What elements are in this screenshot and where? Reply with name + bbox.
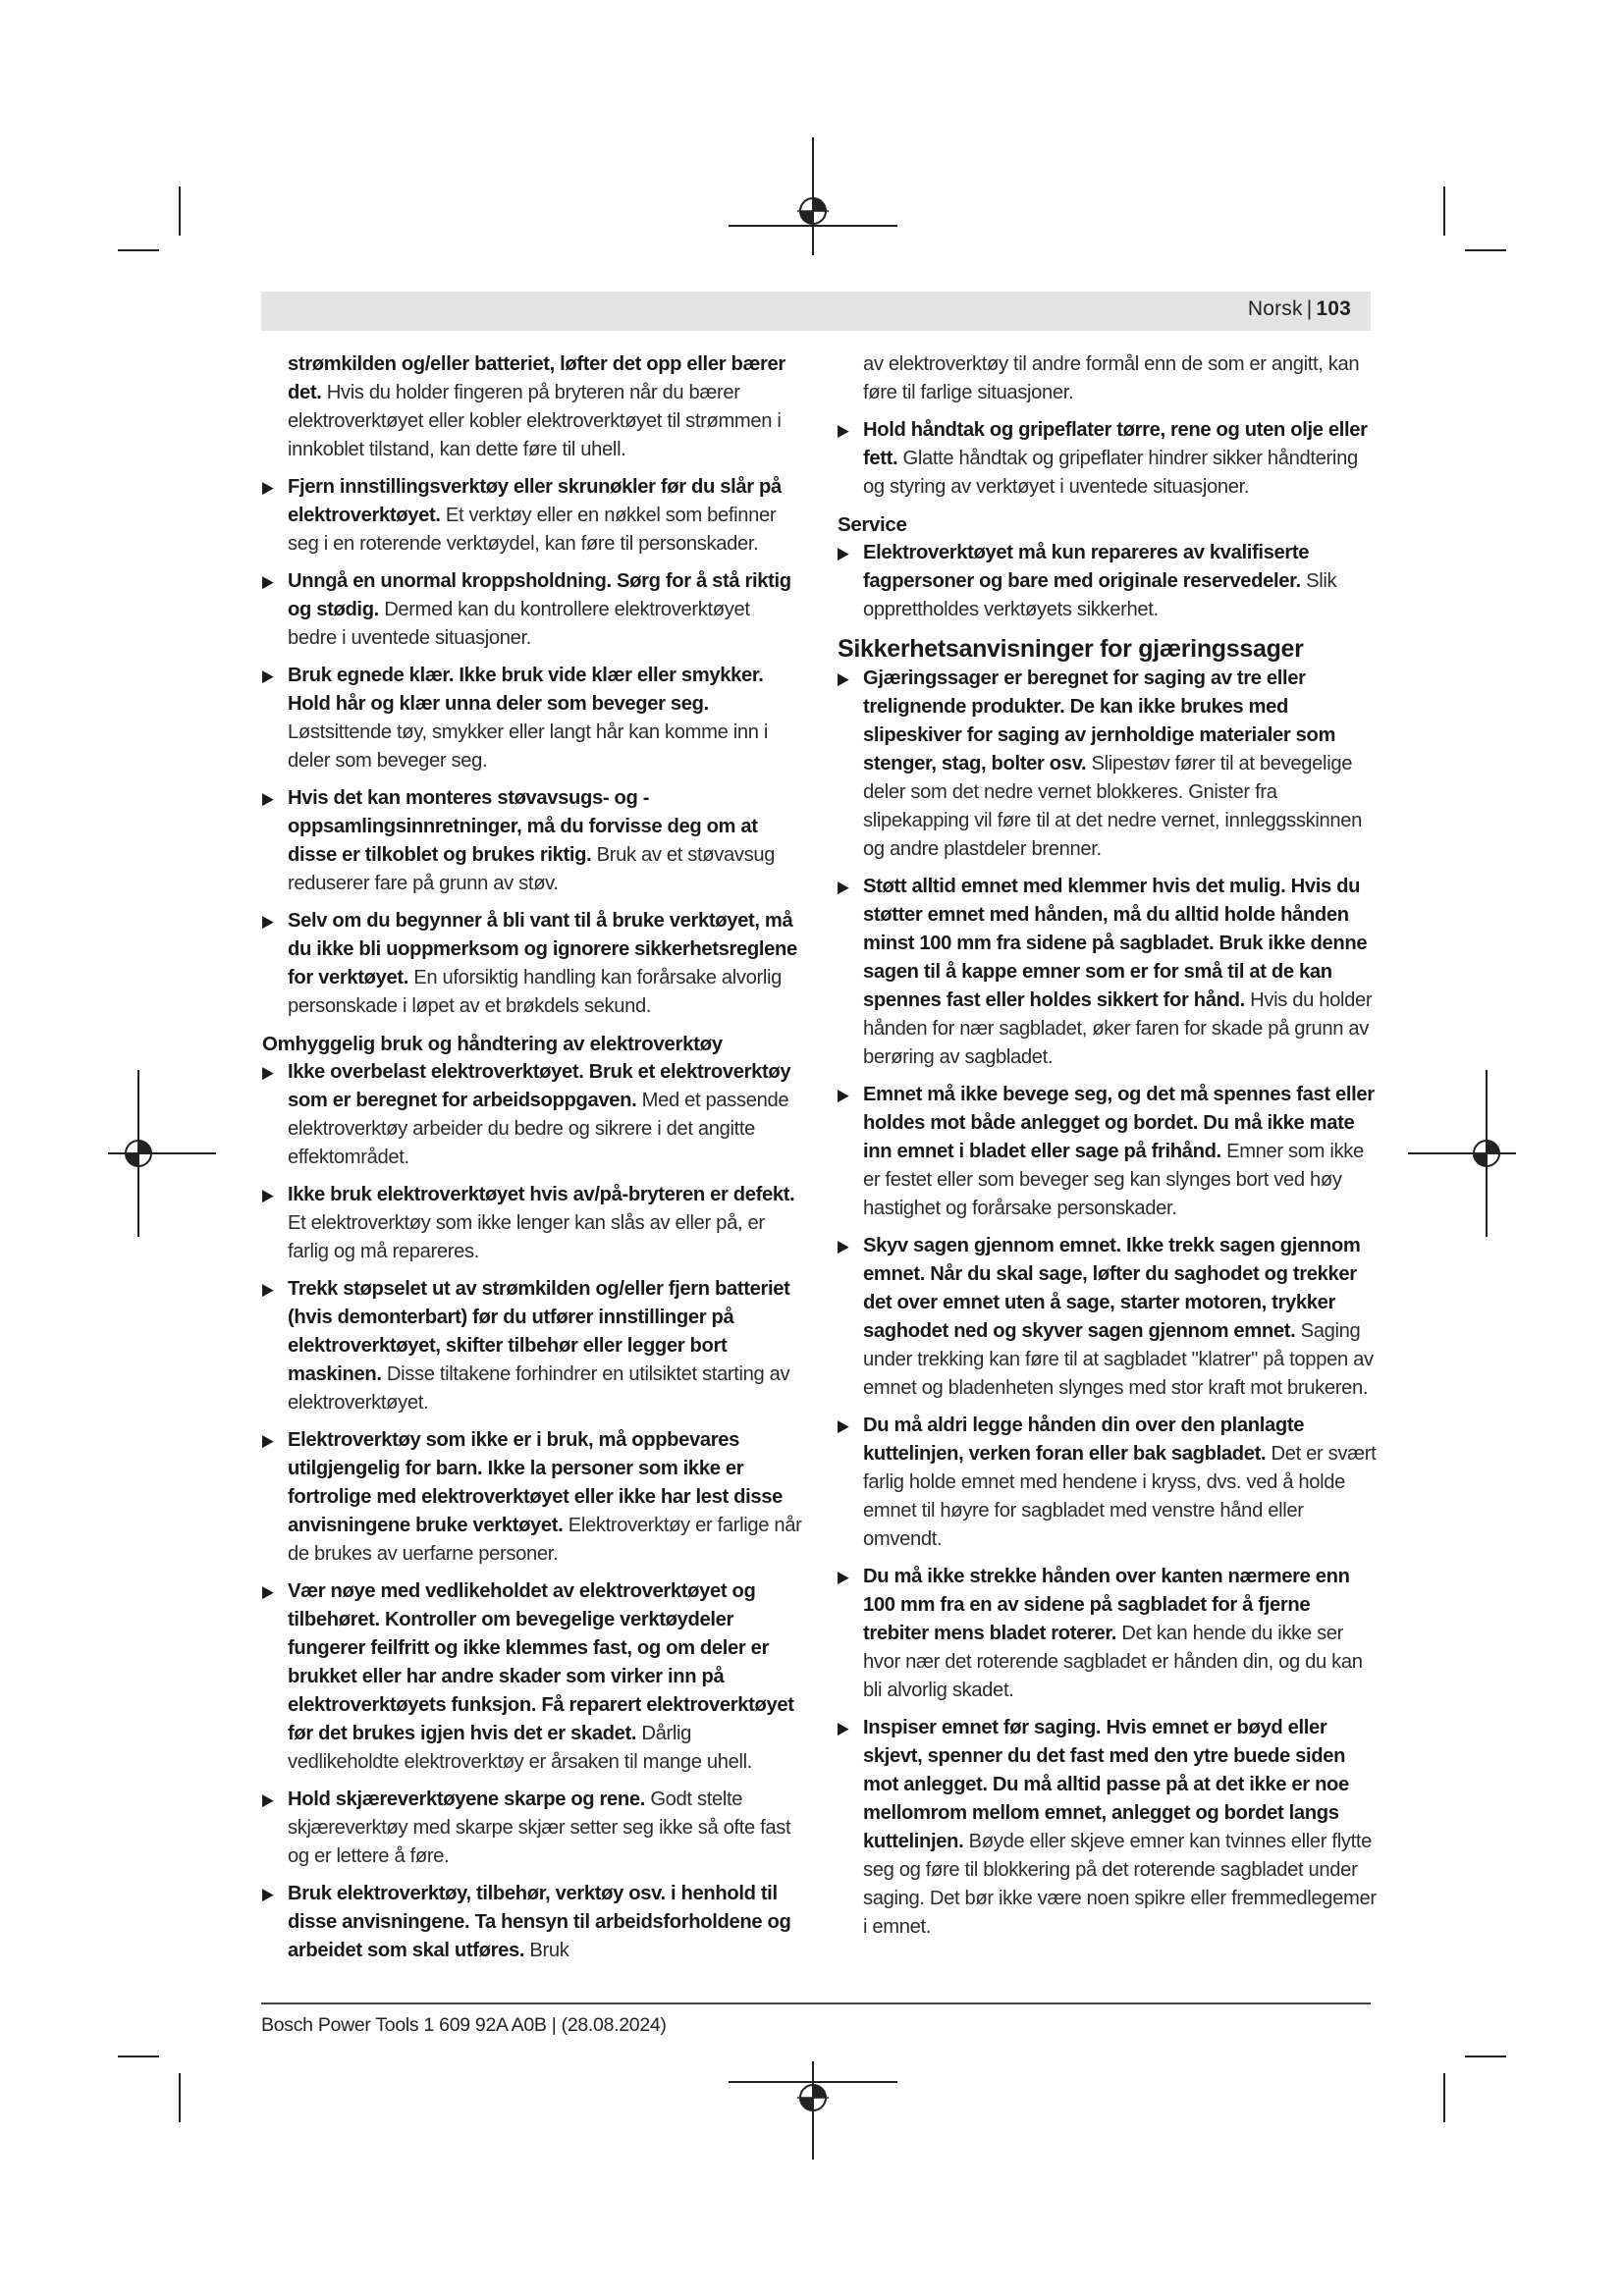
item-text: Disse tiltakene forhindrer en utilsiktet starting av elektroverktøyet.: [288, 1363, 790, 1414]
registration-target-bottom-icon: [797, 2082, 829, 2113]
left-column: [262, 350, 802, 1974]
bullet-list-handles: [838, 416, 1378, 502]
footer-rule: [261, 2002, 1371, 2004]
list-item: [262, 1058, 802, 1172]
bullet-arrow-icon: ▶: [262, 478, 274, 497]
item-bold: Du må aldri legge hånden din over den planlagte kuttelinjen, verken foran eller bak sagbladet.: [863, 1415, 1305, 1465]
bullet-arrow-icon: ▶: [262, 572, 274, 591]
registration-target-left-icon: [123, 1138, 154, 1169]
item-text: Med et passende elektroverktøy arbeider du bedre og sikrere i det angitte effektområdet.: [288, 1090, 789, 1168]
list-item: [838, 1563, 1378, 1705]
item-text: Elektroverktøy er farlige når de brukes av uerfarne personer.: [288, 1515, 802, 1565]
bullet-arrow-icon: ▶: [838, 1416, 849, 1435]
item-text: Bruk av et støvavsug reduserer fare på grunn av støv.: [288, 844, 776, 894]
item-text: Det kan hende du ikke ser hvor nær det roterende sagbladet er hånden din, og du kan bli alvorlig skadet.: [863, 1623, 1363, 1701]
list-item: [262, 1577, 802, 1777]
item-bold: Gjæringssager er beregnet for saging av tre eller trelignende produkter. De kan ikke brukes med slipeskiver for saging av jernholdige materialer som stenger, stag, bolter osv.: [863, 667, 1336, 774]
item-bold: Du må ikke strekke hånden over kanten nærmere enn 100 mm fra en av sidene på sagbladet for å fjerne trebiter mens bladet roterer.: [863, 1566, 1350, 1644]
crop-mark-top-right-v: [1443, 187, 1445, 236]
continuation-text: Hvis du holder fingeren på bryteren når du bærer elektroverktøyet eller kobler elektroverktøyet til strømmen i innkoblet tilstand, kan dette føre til uhell.: [288, 382, 782, 460]
crop-mark-top-right-h: [1465, 249, 1506, 251]
item-text: Saging under trekking kan føre til at sagbladet "klatrer" på toppen av emnet og bladenheten slynges med stor kraft mot brukeren.: [863, 1320, 1374, 1399]
bullet-arrow-icon: ▶: [262, 1431, 274, 1450]
item-bold: Emnet må ikke bevege seg, og det må spennes fast eller holdes mot både anlegget og bordet. Du må ikke mate inn emnet i bladet eller sage på frihånd.: [863, 1084, 1375, 1162]
list-item: [838, 665, 1378, 864]
footer-text: Bosch Power Tools 1 609 92A A0B | (28.08.2024): [261, 2014, 667, 2036]
list-item: [262, 1181, 802, 1266]
bullet-arrow-icon: ▶: [838, 878, 849, 896]
item-bold: Hvis det kan monteres støvavsugs- og -oppsamlingsinnretninger, må du forvisse deg om at disse er tilkoblet og brukes riktig.: [288, 787, 758, 866]
item-text: Dårlig vedlikeholdte elektroverktøy er årsaken til mange uhell.: [288, 1723, 752, 1773]
list-item: [838, 1232, 1378, 1403]
list-item: [262, 907, 802, 1021]
bullet-arrow-icon: ▶: [838, 1719, 849, 1737]
item-text: Godt stelte skjæreverktøy med skarpe skjær setter seg ikke så ofte fast og er lettere å føre.: [288, 1789, 791, 1867]
section-title-miter-saws: Sikkerhetsanvisninger for gjæringssager: [838, 635, 1304, 663]
list-item: [838, 416, 1378, 502]
item-text: En uforsiktig handling kan forårsake alvorlig personskade i løpet av et brøkdels sekund.: [288, 967, 783, 1017]
list-item: [838, 1081, 1378, 1223]
list-item: [262, 1786, 802, 1871]
continuation-paragraph: [262, 350, 802, 464]
item-text: Det er svært farlig holde emnet med hendene i kryss, dvs. ved å holde emnet til høyre for sagbladet med venstre hånd eller omvendt.: [863, 1443, 1377, 1550]
header-text: [1248, 297, 1351, 321]
crop-mark-bottom-right-v: [1443, 2073, 1445, 2122]
crop-mark-top-left-v: [179, 187, 181, 236]
bullet-arrow-icon: ▶: [262, 1280, 274, 1299]
item-text: Hvis du holder hånden for nær sagbladet, øker faren for skade på grunn av berøring av sagbladet.: [863, 989, 1373, 1068]
bullet-arrow-icon: ▶: [262, 1885, 274, 1903]
bullet-arrow-icon: ▶: [262, 1063, 274, 1082]
bullet-list-miter-saws: [838, 665, 1378, 1942]
item-text: Slipestøv fører til at bevegelige deler som det nedre vernet blokkeres. Gnister fra slipekapping vil føre til at det nedre vernet, innleggsskinnen og andre plastdeler brenner.: [863, 753, 1362, 860]
item-bold: Fjern innstillingsverktøy eller skrunøkler før du slår på elektroverktøyet.: [288, 476, 782, 526]
crop-mark-bottom-left-h: [118, 2056, 159, 2057]
crop-mark-bottom-right-h: [1465, 2056, 1506, 2057]
item-text: Dermed kan du kontrollere elektroverktøyet bedre i uventede situasjoner.: [288, 599, 750, 649]
page-number: 103: [1316, 297, 1351, 320]
item-bold: Bruk egnede klær. Ikke bruk vide klær eller smykker. Hold hår og klær unna deler som beveger seg.: [288, 665, 764, 715]
item-bold: Hold håndtak og gripeflater tørre, rene og uten olje eller fett.: [863, 419, 1368, 469]
item-bold: Elektroverktøyet må kun repareres av kvalifiserte fagpersoner og bare med originale reservedeler.: [863, 542, 1310, 592]
header-separator: |: [1306, 297, 1313, 320]
item-bold: Unngå en unormal kroppsholdning. Sørg for å stå riktig og stødig.: [288, 570, 791, 620]
list-item: [838, 1714, 1378, 1942]
item-text: Slik opprettholdes verktøyets sikkerhet.: [863, 570, 1337, 620]
bullet-arrow-icon: ▶: [838, 669, 849, 688]
bullet-arrow-icon: ▶: [838, 544, 849, 562]
page-header: [261, 292, 1371, 331]
list-item: [262, 662, 802, 775]
registration-target-right-icon: [1471, 1138, 1502, 1169]
list-item: [262, 567, 802, 653]
bullet-list-personal-safety: [262, 473, 802, 1021]
item-bold: Selv om du begynner å bli vant til å bruke verktøyet, må du ikke bli uoppmerksom og ignorere sikkerhetsreglene for verktøyet.: [288, 910, 797, 988]
item-bold: Elektroverktøy som ikke er i bruk, må oppbevares utilgjengelig for barn. Ikke la personer som ikke er fortrolige med elektroverktøyet eller ikke har lest disse anvisningene bruke verktøyet.: [288, 1429, 784, 1536]
item-bold: Ikke overbelast elektroverktøyet. Bruk et elektroverktøy som er beregnet for arbeidsoppgaven.: [288, 1061, 791, 1111]
crop-mark-top-left-h: [118, 249, 159, 251]
crop-mark-bottom-left-v: [179, 2073, 181, 2122]
item-bold: Ikke bruk elektroverktøyet hvis av/på-bryteren er defekt.: [288, 1184, 795, 1205]
list-item: [262, 473, 802, 559]
bullet-arrow-icon: ▶: [838, 421, 849, 440]
bullet-arrow-icon: ▶: [262, 1186, 274, 1204]
bullet-arrow-icon: ▶: [838, 1237, 849, 1255]
item-bold: Vær nøye med vedlikeholdet av elektroverktøyet og tilbehøret. Kontroller om bevegelige verktøydeler fungerer feilfritt og ikke klemmes fast, og om deler er brukket eller har andre skader som virker inn på elektroverktøyets funksjon. Få reparert elektroverktøyet før det brukes igjen hvis det er skadet.: [288, 1580, 794, 1744]
bullet-arrow-icon: ▶: [262, 1582, 274, 1601]
item-text: Et elektroverktøy som ikke lenger kan slås av eller på, er farlig og må repareres.: [288, 1212, 765, 1262]
item-bold: Hold skjæreverktøyene skarpe og rene.: [288, 1789, 646, 1810]
item-text: Bøyde eller skjeve emner kan tvinnes eller flytte seg og føre til blokkering på det roterende sagbladet under saging. Det bør ikke være noen spikre eller fremmedlegemer i emnet.: [863, 1831, 1377, 1938]
bullet-list-service: [838, 539, 1378, 624]
item-bold: Skyv sagen gjennom emnet. Ikke trekk sagen gjennom emnet. Når du skal sage, løfter du saghodet og trekker det over emnet uten å sage, starter motoren, trykker saghodet ned og skyver sagen gjennom emnet.: [863, 1235, 1361, 1342]
bullet-arrow-icon: ▶: [838, 1568, 849, 1586]
subheading-service: Service: [838, 513, 907, 536]
list-item: [838, 1412, 1378, 1554]
subheading-careful-use: Omhyggelig bruk og håndtering av elektroverktøy: [262, 1033, 723, 1055]
registration-target-top-icon: [797, 195, 829, 227]
continuation-bold: strømkilden og/eller batteriet, løfter det opp eller bærer det.: [288, 353, 785, 403]
bullet-arrow-icon: ▶: [262, 667, 274, 685]
item-text: Bruk: [529, 1940, 569, 1961]
continuation-text: av elektroverktøy til andre formål enn de som er angitt, kan føre til farlige situasjoner.: [863, 353, 1360, 403]
list-item: [838, 873, 1378, 1072]
list-item: [838, 539, 1378, 624]
header-language: Norsk: [1247, 297, 1303, 320]
list-item: [262, 1880, 802, 1965]
bullet-arrow-icon: ▶: [838, 1086, 849, 1104]
bullet-arrow-icon: ▶: [262, 789, 274, 808]
right-column: [838, 350, 1378, 1950]
item-bold: Støtt alltid emnet med klemmer hvis det mulig. Hvis du støtter emnet med hånden, må du alltid holde hånden minst 100 mm fra sidene på sagbladet. Bruk ikke denne sagen til å kappe emner som er for små til at de kan spennes fast eller holdes sikkert for hånd.: [863, 876, 1368, 1011]
item-bold: Trekk støpselet ut av strømkilden og/eller fjern batteriet (hvis demonterbart) før du utfører innstillinger på elektroverktøyet, skifter tilbehør eller legger bort maskinen.: [288, 1278, 790, 1385]
item-text: Glatte håndtak og gripeflater hindrer sikker håndtering og styring av verktøyet i uventede situasjoner.: [863, 448, 1358, 498]
item-bold: Bruk elektroverktøy, tilbehør, verktøy osv. i henhold til disse anvisningene. Ta hensyn til arbeidsforholdene og arbeidet som skal utføres.: [288, 1883, 791, 1961]
item-text: Løstsittende tøy, smykker eller langt hår kan komme inn i deler som beveger seg.: [288, 721, 769, 772]
bullet-arrow-icon: ▶: [262, 912, 274, 931]
item-text: Et verktøy eller en nøkkel som befinner seg i en roterende verktøydel, kan føre til personskader.: [288, 505, 777, 555]
list-item: [262, 1426, 802, 1569]
continuation-paragraph: [838, 350, 1378, 407]
bullet-arrow-icon: ▶: [262, 1790, 274, 1809]
item-text: Emner som ikke er festet eller som beveger seg kan slynges bort ved høy hastighet og forårsake personskader.: [863, 1141, 1364, 1219]
item-bold: Inspiser emnet før saging. Hvis emnet er bøyd eller skjevt, spenner du det fast med den ytre buede siden mot anlegget. Du må alltid passe på at det ikke er noe mellomrom mellom emnet, anlegget og bordet langs kuttelinjen.: [863, 1717, 1349, 1852]
list-item: [262, 1275, 802, 1417]
list-item: [262, 784, 802, 898]
bullet-list-careful-use: [262, 1058, 802, 1965]
